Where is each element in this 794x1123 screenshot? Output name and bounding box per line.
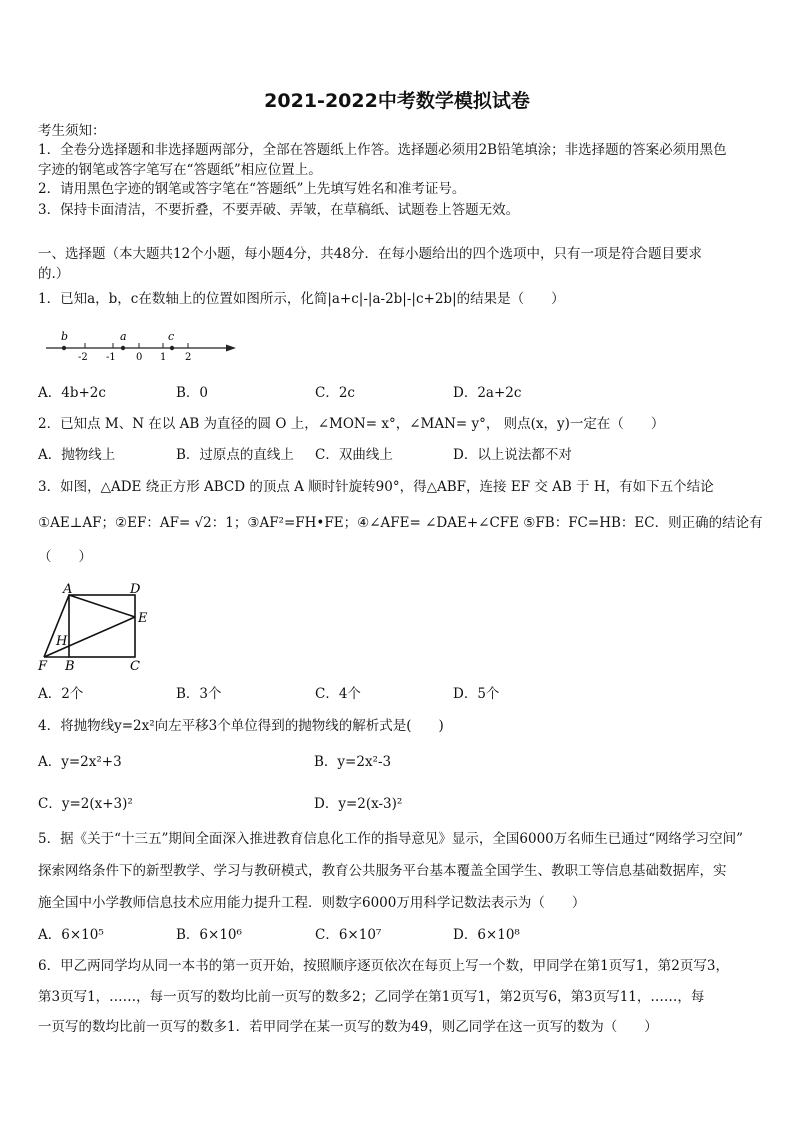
segment-ae: [69, 595, 135, 617]
q3-option-d: D．5个: [453, 686, 500, 702]
notice-item-3: 3．保持卡面清洁，不要折叠，不要弄破、弄皱，在草稿纸、试题卷上答题无效。: [38, 202, 520, 218]
section-heading-cont: 的.）: [38, 266, 70, 282]
q3-conclusions: ①AE⊥AF；②EF：AF= √2：1；③AF²=FH•FE；④∠AFE= ∠DAE+∠CFE ⑤FB：FC=HB：EC．则正确的结论有: [38, 515, 763, 531]
q5-line-2: 探索网络条件下的新型教学、学习与教研模式，教育公共服务平台基本覆盖全国学生、教职工等信息基础数据库，实: [38, 863, 727, 879]
q1-option-a: A．4b+2c: [38, 385, 106, 401]
q4-option-b: B．y=2x²-3: [314, 754, 392, 770]
q4-option-c: C．y=2(x+3)²: [38, 796, 133, 812]
label-c: c: [168, 330, 175, 343]
tick-label: 2: [185, 352, 192, 363]
point-a: [121, 346, 125, 350]
q2-option-c: C．双曲线上: [315, 447, 393, 463]
q3-option-b: B．3个: [176, 686, 222, 702]
exam-title: 2021-2022中考数学模拟试卷: [264, 90, 530, 112]
label-d: D: [130, 582, 141, 597]
notice-item-1-cont: 字迹的钢笔或答字笔写在“答题纸”相应位置上。: [38, 162, 322, 178]
q4-option-d: D．y=2(x-3)²: [314, 796, 403, 812]
q6-line-3: 一页写的数均比前一页写的数多1．若甲同学在某一页写的数为49，则乙同学在这一页写的数为（ ）: [38, 1019, 658, 1035]
label-b: b: [61, 330, 69, 343]
q5-option-d: D．6×10⁸: [453, 927, 520, 943]
q2-option-d: D．以上说法都不对: [453, 447, 572, 463]
label-c: C: [130, 659, 140, 673]
label-f: F: [38, 659, 48, 673]
label-e: E: [138, 611, 148, 626]
q1-number-line: [40, 326, 240, 366]
q1-option-c: C．2c: [315, 385, 355, 401]
q6-line-1: 6．甲乙两同学均从同一本书的第一页开始，按照顺序逐页依次在每页上写一个数，甲同学在第1页写1，第2页写3，: [38, 958, 729, 974]
q5-line-3: 施全国中小学教师信息技术应用能力提升工程．则数字6000万用科学记数法表示为（ ）: [38, 895, 586, 911]
q3-option-a: A．2个: [38, 686, 84, 702]
q2-option-a: A．抛物线上: [38, 447, 116, 463]
label-b: B: [65, 659, 75, 673]
point-c: [170, 346, 174, 350]
q4-stem: 4．将抛物线y=2x²向左平移3个单位得到的抛物线的解析式是( ): [38, 718, 444, 734]
section-heading: 一、选择题（本大题共12个小题，每小题4分，共48分．在每小题给出的四个选项中，只有一项是符合题目要求: [38, 246, 702, 262]
tick-label: 1: [160, 352, 167, 363]
label-h: H: [56, 634, 68, 649]
q5-option-b: B．6×10⁶: [176, 927, 242, 943]
q6-line-2: 第3页写1，……，每一页写的数均比前一页写的数多2；乙同学在第1页写1，第2页写6，第3页写11，……，每: [38, 989, 705, 1005]
q1-stem: 1．已知a，b，c在数轴上的位置如图所示，化简|a+c|-|a-2b|-|c+2b|的结果是（ ）: [38, 291, 565, 307]
tick-label: -1: [106, 352, 116, 363]
q2-option-b: B．过原点的直线上: [176, 447, 294, 463]
q3-option-c: C．4个: [315, 686, 361, 702]
notice-heading: 考生须知：: [38, 123, 106, 139]
number-line-arrow: [226, 345, 236, 352]
q1-option-d: D．2a+2c: [453, 385, 522, 401]
q5-line-1: 5．据《关于“十三五”期间全面深入推进教育信息化工作的指导意见》显示，全国6000万名师生已通过“网络学习空间”: [38, 831, 744, 847]
q5-option-a: A．6×10⁵: [38, 927, 104, 943]
label-a: A: [63, 582, 73, 597]
square-abcd: [69, 595, 135, 657]
q4-option-a: A．y=2x²+3: [38, 754, 122, 770]
q5-option-c: C．6×10⁷: [315, 927, 382, 943]
q2-stem: 2．已知点 M、N 在以 AB 为直径的圆 O 上，∠MON= x°，∠MAN= y°， 则点(x，y)一定在（ ）: [38, 416, 665, 432]
notice-item-1: 1．全卷分选择题和非选择题两部分，全部在答题纸上作答。选择题必须用2B铅笔填涂；非选择题的答案必须用黑色: [38, 142, 727, 158]
notice-item-2: 2．请用黑色字迹的钢笔或答字笔在“答题纸”上先填写姓名和准考证号。: [38, 181, 466, 197]
tick-label: -2: [78, 352, 88, 363]
q3-blank: （ ）: [38, 549, 92, 565]
q3-stem: 3．如图，△ADE 绕正方形 ABCD 的顶点 A 顺时针旋转90°，得△ABF，连接 EF 交 AB 于 H，有如下五个结论: [38, 479, 714, 495]
label-a: a: [120, 330, 127, 343]
q1-option-b: B．0: [176, 385, 209, 401]
tick-label: 0: [136, 352, 143, 363]
point-b: [62, 346, 66, 350]
q3-square-figure: [34, 578, 154, 673]
